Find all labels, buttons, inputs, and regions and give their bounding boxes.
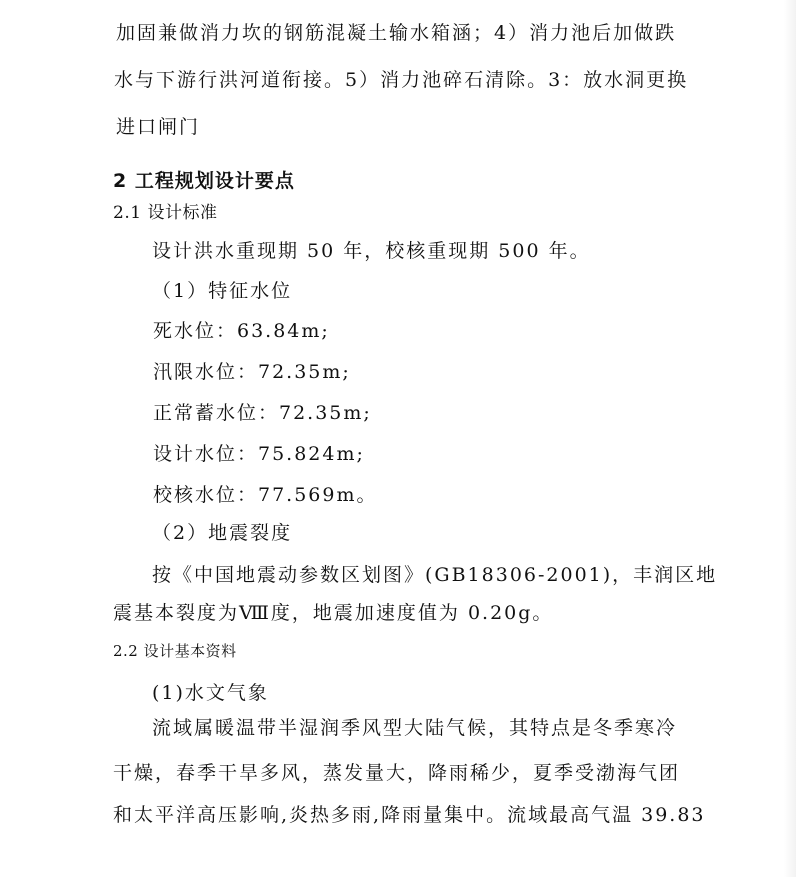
- page-edge-shadow: [784, 0, 796, 877]
- paragraph-line-3: 进口闸门: [116, 116, 201, 138]
- water-level-item: 死水位：63.84m;: [153, 320, 330, 342]
- section-title: 2 工程规划设计要点: [113, 170, 295, 192]
- water-level-item: 汛限水位：72.35m;: [153, 361, 351, 383]
- seismic-line-1: 按《中国地震动参数区划图》(GB18306-2001)，丰润区地: [152, 564, 718, 586]
- hydro-line-3: 和太平洋高压影响,炎热多雨,降雨量集中。流域最高气温 39.83: [113, 804, 706, 826]
- hydro-line-1: 流域属暖温带半湿润季风型大陆气候，其特点是冬季寒冷: [152, 717, 678, 739]
- water-level-item: 正常蓄水位：72.35m;: [153, 402, 372, 424]
- paragraph-line-1: 加固兼做消力坎的钢筋混凝土输水箱涵；4）消力池后加做跌: [116, 22, 677, 44]
- paragraph-line-2: 水与下游行洪河道衔接。5）消力池碎石清除。3：放水洞更换: [114, 69, 689, 91]
- seismic-heading: （2）地震裂度: [152, 522, 293, 544]
- subsection-title-basic-data: 2.2 设计基本资料: [113, 642, 237, 660]
- seismic-line-2: 震基本裂度为Ⅷ度，地震加速度值为 0.20g。: [113, 602, 554, 624]
- water-level-item: 校核水位：77.569m。: [153, 484, 378, 506]
- hydro-line-2: 干燥，春季干旱多风，蒸发量大，降雨稀少，夏季受渤海气团: [113, 762, 681, 784]
- subsection-title-design-standard: 2.1 设计标准: [113, 203, 218, 223]
- design-standard-text: 设计洪水重现期 50 年，校核重现期 500 年。: [152, 240, 591, 262]
- water-level-item: 设计水位：75.824m;: [153, 443, 365, 465]
- water-levels-heading: （1）特征水位: [152, 280, 293, 302]
- hydro-heading: (1)水文气象: [152, 682, 269, 704]
